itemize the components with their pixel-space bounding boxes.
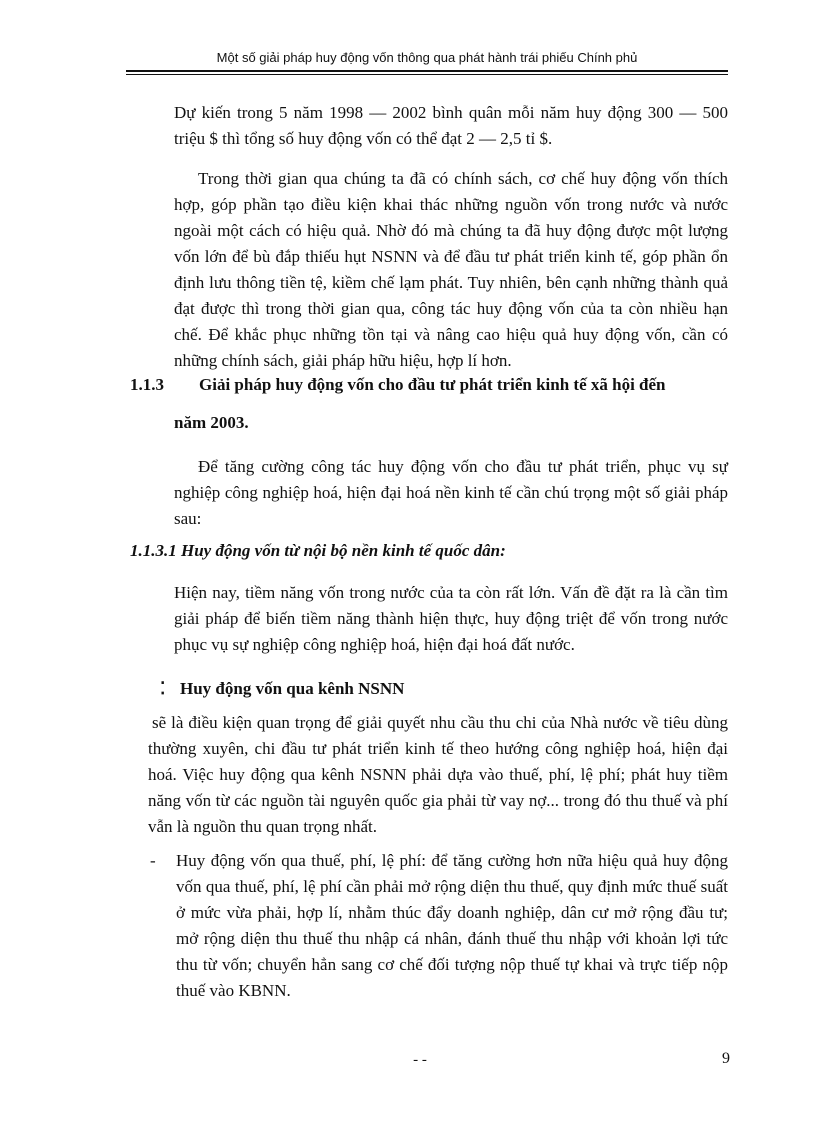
paragraph-solutions-intro: Để tăng cường công tác huy động vốn cho đầu tư phát triển, phục vụ sự nghiệp công nghiệp hoá, hiện đại hoá nền kinh tế cần chú trọng một số giải pháp sau: [174,457,728,528]
paragraph-policy-review: Trong thời gian qua chúng ta đã có chính sách, cơ chế huy động vốn thích hợp, góp phần tạo điều kiện khai thác những nguồn vốn trong nước và nước ngoài một cách có hiệu quả. Nhờ đó mà chúng ta đã huy động được một lượng vốn lớn để bù đắp thiếu hụt NSNN và để đầu tư phát triển kinh tế, góp phần ổn định lưu thông tiền tệ, kiềm chế lạm phát. Tuy nhiên, bên cạnh những thành quả đạt được thì trong thời gian qua, công tác huy động vốn của ta còn nhiều hạn chế. Để khắc phục những tồn tại và nâng cao hiệu quả huy động vốn, cần có những chính sách, giải pháp hữu hiệu, hợp lí hơn. [174,169,728,370]
section-number: 1.1.3 [130,375,164,394]
header-rule [126,70,728,72]
paragraph-nsnn: sẽ là điều kiện quan trọng để giải quyết nhu cầu thu chi của Nhà nước về tiêu dùng thường xuyên, chi đầu tư phát triển kinh tế theo hướng công nghiệp hoá, hiện đại hoá. Việc huy động qua kênh NSNN phải dựa vào thuế, phí, lệ phí; phát huy tiềm năng vốn từ các nguồn tài nguyên quốc gia phải từ vay nợ... trong đó thu thuế và phí vẫn là nguồn thu quan trọng nhất. [148,713,728,836]
list-item-tax-fees: Huy động vốn qua thuế, phí, lệ phí: để tăng cường hơn nữa hiệu quả huy động vốn qua thuế, phí, lệ phí cần phải mở rộng diện thu thuế, quy định mức thuế suất ở mức vừa phải, hợp lí, nhằm thúc đẩy doanh nghiệp, dân cư mở rộng đầu tư; mở rộng diện thu thuế thu nhập cá nhân, đánh thuế thu nhập với khoản lợi tức thu từ vốn; chuyển hẳn sang cơ chế đối tượng nộp thuế tự khai và trực tiếp nộp thuế vào KBNN. [176,851,728,1000]
bullet-marker: ⁚ [160,679,166,698]
footer-marker: - - [413,1052,427,1068]
paragraph-domestic-potential: Hiện nay, tiềm năng vốn trong nước của ta còn rất lớn. Vấn đề đặt ra là cần tìm giải pháp để biến tiềm năng thành hiện thực, huy động triệt để vốn trong nước phục vụ sự nghiệp công nghiệp hoá, hiện đại hoá đất nước. [174,583,728,654]
header-rule-thin [126,74,728,75]
list-dash: - [150,851,156,870]
nsnn-heading: Huy động vốn qua kênh NSNN [180,679,405,698]
running-header: Một số giải pháp huy động vốn thông qua phát hành trái phiếu Chính phủ [216,50,638,65]
subsection-heading: 1.1.3.1 Huy động vốn từ nội bộ nền kinh tế quốc dân: [130,541,506,560]
section-heading: Giải pháp huy động vốn cho đầu tư phát triển kinh tế xã hội đến [199,375,666,394]
section-heading-continued: năm 2003. [174,413,249,432]
page-number: 9 [722,1050,730,1067]
paragraph-forecast: Dự kiến trong 5 năm 1998 — 2002 bình quân mỗi năm huy động 300 — 500 triệu $ thì tổng số huy động vốn có thể đạt 2 — 2,5 tỉ $. [174,103,728,148]
